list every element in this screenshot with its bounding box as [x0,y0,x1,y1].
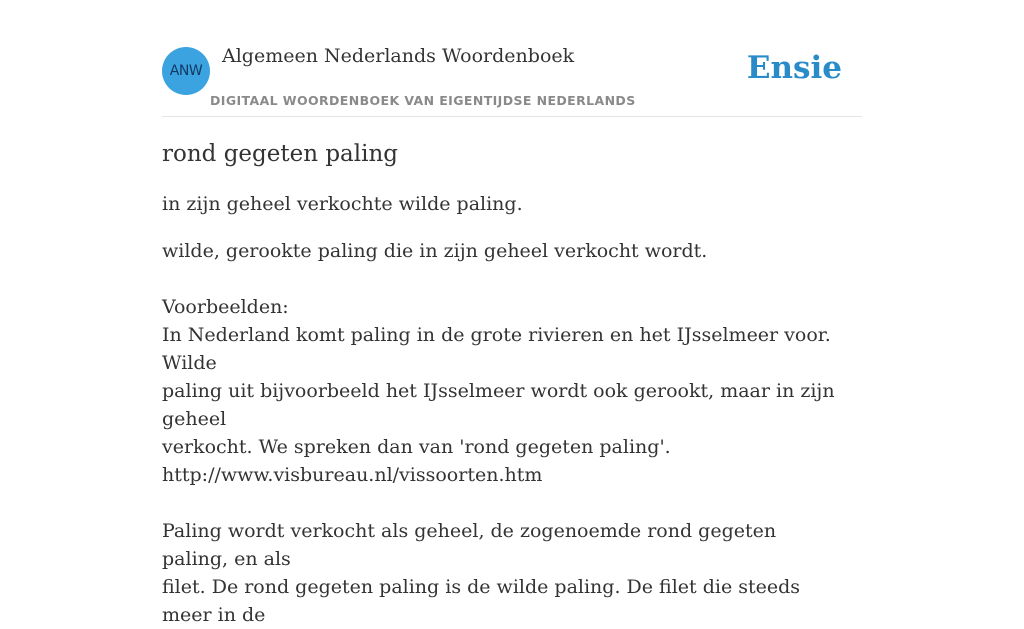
entry-content [162,138,842,629]
spacer [162,265,842,293]
example-1 [162,321,842,489]
entry-title: rond gegeten paling [162,141,399,167]
spacer [162,489,842,517]
example-line: In Nederland komt paling in de grote rivieren en het IJsselmeer voor. Wilde [162,324,831,374]
site-title[interactable]: Algemeen Nederlands Woordenboek [222,45,575,67]
example-line: filet. De rond gegeten paling is de wilde paling. De filet die steeds meer in de [162,576,801,626]
site-header [162,0,862,117]
examples-heading: Voorbeelden: [162,296,289,318]
example-line: Paling wordt verkocht als geheel, de zogenoemde rond gegeten paling, en als [162,520,777,570]
entry-explanation [162,237,842,629]
ensie-logo[interactable]: Ensie [746,50,842,86]
example-source-url: http://www.visbureau.nl/vissoorten.htm [162,464,543,486]
example-line: paling uit bijvoorbeeld het IJsselmeer wordt ook gerookt, maar in zijn geheel [162,380,835,430]
explanation-text: wilde, gerookte paling die in zijn geheel verkocht wordt. [162,240,708,262]
example-line: verkocht. We spreken dan van 'rond gegeten paling'. [162,436,671,458]
example-2 [162,517,842,629]
anw-logo[interactable]: ANW [162,47,210,95]
site-subtitle: DIGITAAL WOORDENBOEK VAN EIGENTIJDSE NEDERLANDS [210,93,636,108]
entry-definition: in zijn geheel verkochte wilde paling. [162,193,523,215]
